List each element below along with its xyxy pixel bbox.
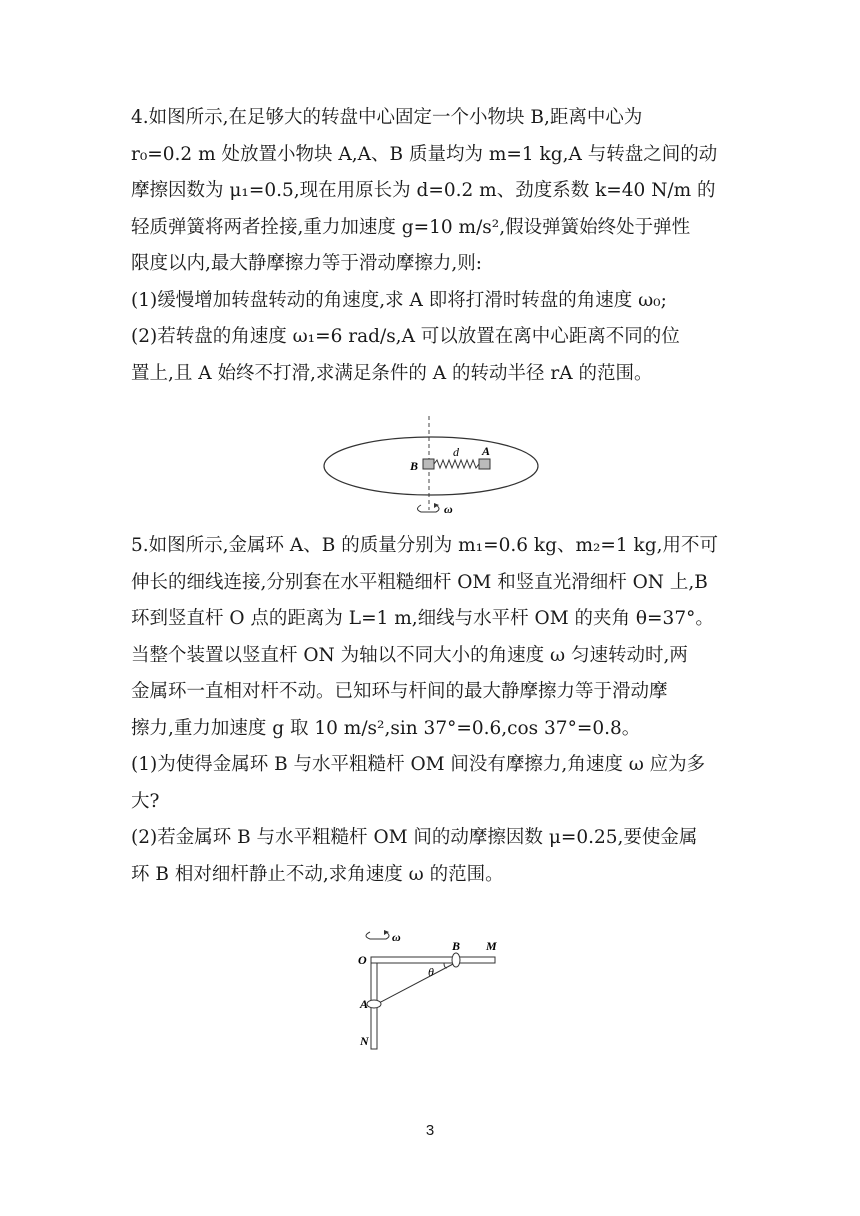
q5-line: 环 B 相对细杆静止不动,求角速度 ω 的范围。: [131, 863, 504, 885]
q5-line: (1)为使得金属环 B 与水平粗糙杆 OM 间没有摩擦力,角速度 ω 应为多: [131, 754, 706, 775]
block-b: [423, 459, 434, 469]
label-omega: ω: [392, 930, 401, 944]
ring-b: [452, 953, 460, 967]
label-o: O: [358, 953, 367, 967]
q5-line: (2)若金属环 B 与水平粗糙杆 OM 间的动摩擦因数 μ=0.25,要使金属: [131, 827, 698, 848]
q4-line: 摩擦因数为 μ₁=0.5,现在用原长为 d=0.2 m、劲度系数 k=40 N/m 的: [131, 180, 716, 201]
q4-line: 轻质弹簧将两者拴接,重力加速度 g=10 m/s²,假设弹簧始终处于弹性: [131, 216, 691, 238]
q4-line: 置上,且 A 始终不打滑,求满足条件的 A 的转动半径 rA 的范围。: [131, 362, 653, 384]
string: [377, 963, 455, 1004]
q5-rod-figure: [352, 924, 512, 1056]
horizontal-rod-om: [371, 957, 495, 963]
label-m: M: [486, 939, 497, 953]
q5-line: 伸长的细线连接,分别套在水平粗糙细杆 OM 和竖直光滑细杆 ON 上,B: [131, 571, 708, 593]
question-4: [131, 100, 731, 392]
q4-line: (2)若转盘的角速度 ω₁=6 rad/s,A 可以放置在离中心距离不同的位: [131, 326, 680, 347]
q4-line: (1)缓慢增加转盘转动的角速度,求 A 即将打滑时转盘的角速度 ω₀;: [131, 289, 667, 311]
label-b: B: [410, 459, 419, 473]
label-omega: ω: [444, 502, 453, 516]
label-b: B: [452, 939, 461, 953]
ring-a: [367, 1000, 381, 1008]
q5-line: 5.如图所示,金属环 A、B 的质量分别为 m₁=0.6 kg、m₂=1 kg,用不可: [131, 535, 718, 556]
q5-line: 大?: [131, 790, 160, 812]
q5-line: 金属环一直相对杆不动。已知环与杆间的最大静摩擦力等于滑动摩: [131, 681, 668, 702]
q5-line: 擦力,重力加速度 g 取 10 m/s²,sin 37°=0.6,cos 37°=0.8。: [131, 717, 641, 739]
spring: [434, 460, 479, 468]
block-a: [479, 459, 490, 469]
q4-turntable-figure: [318, 412, 548, 522]
label-a: A: [482, 444, 491, 458]
label-a: A: [360, 997, 369, 1011]
q4-line: 限度以内,最大静摩擦力等于滑动摩擦力,则:: [131, 253, 482, 274]
label-theta: θ: [428, 965, 434, 979]
label-d: d: [453, 445, 459, 459]
q5-line: 环到竖直杆 O 点的距离为 L=1 m,细线与水平杆 OM 的夹角 θ=37°。: [131, 608, 714, 629]
label-n: N: [360, 1034, 369, 1048]
q4-line: r₀=0.2 m 处放置小物块 A,A、B 质量均为 m=1 kg,A 与转盘之间的动: [131, 143, 718, 165]
question-5: [131, 528, 731, 893]
q4-line: 4.如图所示,在足够大的转盘中心固定一个小物块 B,距离中心为: [131, 107, 643, 128]
page-number: 3: [425, 1122, 435, 1139]
q5-line: 当整个装置以竖直杆 ON 为轴以不同大小的角速度 ω 匀速转动时,两: [131, 644, 688, 666]
